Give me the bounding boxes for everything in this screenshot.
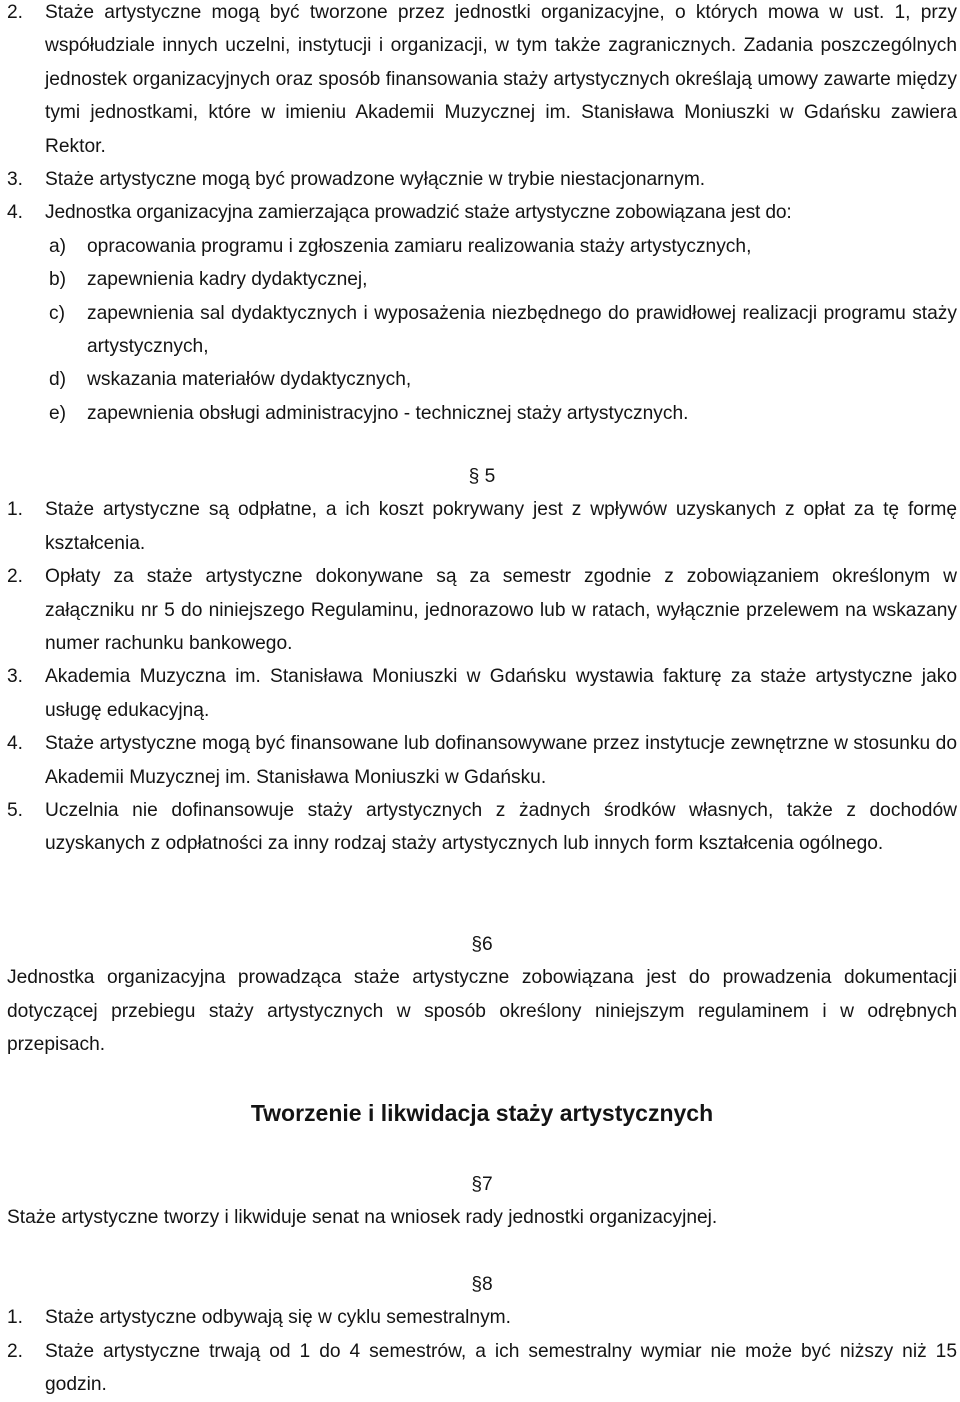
item-number: 2.	[7, 2, 24, 23]
sub-item-label: c)	[49, 302, 65, 324]
list-item	[7, 1335, 957, 1402]
item-number: 3.	[7, 666, 24, 688]
list-item	[7, 163, 957, 196]
chapter-heading: Tworzenie i likwidacja staży artystycznych	[250, 1100, 714, 1126]
item-text: Akademia Muzyczna im. Stanisława Moniuszki w Gdańsku wystawia fakturę za staże artystyczne jako usługę edukacyjną.	[45, 666, 957, 721]
section-sign: §8	[471, 1274, 493, 1295]
sub-item-text: zapewnienia obsługi administracyjno - technicznej staży artystycznych.	[87, 402, 689, 424]
item-text: Staże artystyczne trwają od 1 do 4 semestrów, a ich semestralny wymiar nie może być niższy niż 15 godzin.	[45, 1340, 957, 1396]
section-text: Jednostka organizacyjna prowadząca staże artystyczne zobowiązana jest do prowadzenia dokumentacji dotyczącej przebiegu staży artystycznych w sposób określony niniejszym regulaminem i w odrębnych przepisach.	[7, 967, 957, 1056]
section-8	[7, 1268, 957, 1402]
item-text: Jednostka organizacyjna zamierzająca prowadzić staże artystyczne zobowiązana jest do:	[45, 202, 792, 224]
sub-list-item	[7, 397, 957, 430]
section-top	[7, 0, 957, 430]
section-sign: §7	[471, 1174, 493, 1195]
sub-list-item	[7, 297, 957, 364]
item-text: Staże artystyczne mogą być finansowane lub dofinansowywane przez instytucje zewnętrzne w stosunku do Akademii Muzycznej im. Stanisława Moniuszki w Gdańsku.	[45, 733, 957, 788]
list-item	[7, 660, 957, 727]
section-text: Staże artystyczne tworzy i likwiduje senat na wniosek rady jednostki organizacyjnej.	[7, 1207, 718, 1229]
item-number: 1.	[7, 1307, 24, 1329]
item-text: Opłaty za staże artystyczne dokonywane są za semestr zgodnie z zobowiązaniem określonym w załączniku nr 5 do niniejszego Regulaminu, jednorazowo lub w ratach, wyłącznie przelewem na wskazany numer rachunku bankowego.	[45, 566, 957, 655]
sub-item-text: wskazania materiałów dydaktycznych,	[87, 369, 412, 391]
sub-item-label: e)	[49, 402, 67, 424]
item-number: 5.	[7, 800, 24, 822]
item-number: 4.	[7, 733, 24, 755]
sub-item-text: zapewnienia kadry dydaktycznej,	[87, 269, 368, 291]
list-item	[7, 196, 957, 229]
item-number: 4.	[7, 202, 24, 224]
item-text: Uczelnia nie dofinansowuje staży artystycznych z żadnych środków własnych, także z dochodów uzyskanych z odpłatności za inny rodzaj staży artystycznych lub innych form kształcenia ogólnego.	[45, 800, 957, 855]
sub-item-text: zapewnienia sal dydaktycznych i wyposażenia niezbędnego do prawidłowej realizacji programu staży artystycznych,	[87, 302, 957, 358]
sub-list-item	[7, 263, 957, 296]
list-item	[7, 560, 957, 660]
sub-item-text: opracowania programu i zgłoszenia zamiaru realizowania staży artystycznych,	[87, 235, 752, 257]
item-text: Staże artystyczne mogą być tworzone przez jednostki organizacyjne, o których mowa w ust. 1, przy współudziale innych uczelni, instytucji i organizacji, w tym także zagranicznych. Zadania poszczególnych jednostek organizacyjnych oraz sposób finansowania staży artystycznych określają umowy zawarte między tymi jednostkami, które w imieniu Akademii Muzycznej im. Stanisława Moniuszki w Gdańsku zawiera Rektor.	[45, 2, 957, 157]
sub-list-item	[7, 230, 957, 263]
sub-list-item	[7, 363, 957, 396]
item-text: Staże artystyczne są odpłatne, a ich koszt pokrywany jest z wpływów uzyskanych z opłat za tę formę kształcenia.	[45, 499, 957, 554]
item-number: 3.	[7, 169, 24, 191]
item-text: Staże artystyczne mogą być prowadzone wyłącznie w trybie niestacjonarnym.	[45, 169, 706, 191]
section-6	[7, 928, 957, 1062]
sub-item-label: d)	[49, 369, 67, 391]
section-sign: §6	[471, 934, 493, 955]
list-item	[7, 794, 957, 861]
item-number: 1.	[7, 499, 24, 521]
list-item	[7, 0, 957, 163]
section-7	[7, 1168, 957, 1235]
list-item	[7, 493, 957, 560]
item-number: 2.	[7, 1340, 24, 1362]
section-sign: § 5	[468, 466, 496, 487]
list-item	[7, 727, 957, 794]
list-item	[7, 1301, 957, 1334]
item-number: 2.	[7, 566, 24, 588]
sub-item-label: a)	[49, 235, 67, 257]
section-5	[7, 460, 957, 861]
item-text: Staże artystyczne odbywają się w cyklu semestralnym.	[45, 1307, 511, 1329]
sub-item-label: b)	[49, 269, 67, 291]
